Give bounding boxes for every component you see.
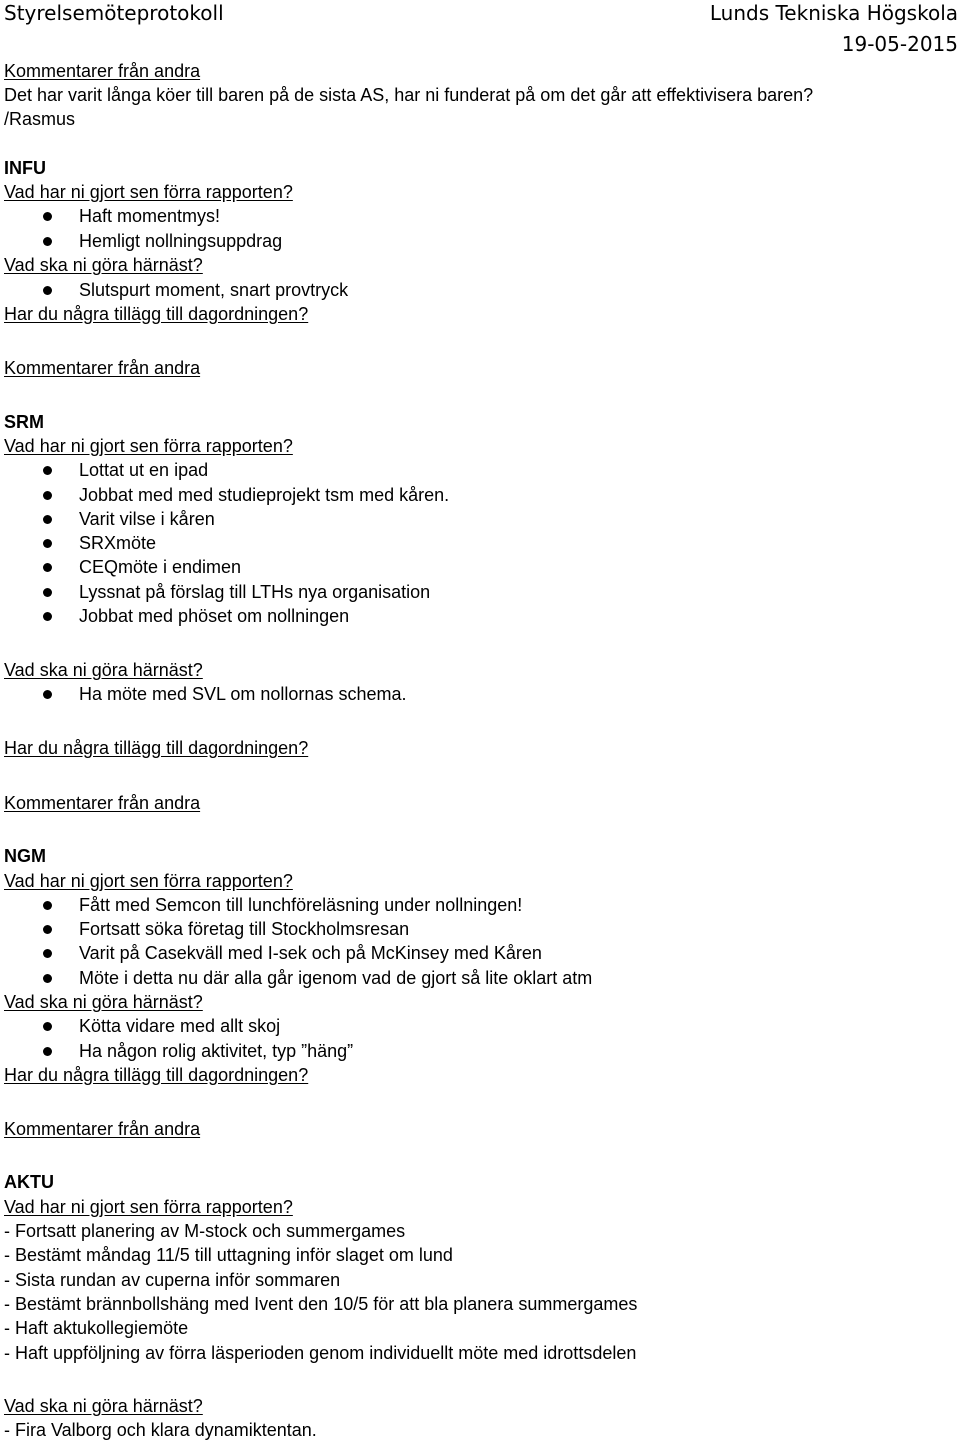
comments-heading: Kommentarer från andra (4, 793, 201, 813)
bullet-icon (43, 1022, 52, 1031)
bullet-icon (43, 588, 52, 597)
bullet-icon (43, 974, 52, 983)
organization-name: Lunds Tekniska Högskola (709, 1, 958, 25)
question-done: Vad har ni gjort sen förra rapporten? (4, 182, 293, 202)
comments-heading: Kommentarer från andra (4, 358, 201, 378)
comment-signature: /Rasmus (4, 109, 76, 129)
comments-heading: Kommentarer från andra (4, 61, 201, 81)
list-item: - Fortsatt planering av M-stock och summergames (4, 1221, 406, 1241)
question-done: Vad har ni gjort sen förra rapporten? (4, 436, 293, 456)
question-agenda: Har du några tillägg till dagordningen? (4, 1065, 309, 1085)
document-title: Styrelsemöteprotokoll (4, 1, 224, 25)
bullet-icon (43, 237, 52, 246)
question-next: Vad ska ni göra härnäst? (4, 992, 203, 1012)
bullet-icon (43, 612, 52, 621)
list-item: - Haft aktukollegiemöte (4, 1318, 189, 1338)
question-done: Vad har ni gjort sen förra rapporten? (4, 1197, 293, 1217)
comments-heading: Kommentarer från andra (4, 1119, 201, 1139)
bullet-icon (43, 539, 52, 548)
question-agenda: Har du några tillägg till dagordningen? (4, 738, 309, 758)
list-item: - Fira Valborg och klara dynamiktentan. (4, 1420, 317, 1440)
bullet-icon (43, 491, 52, 500)
question-next: Vad ska ni göra härnäst? (4, 255, 203, 275)
comment-text: Det har varit långa köer till baren på de sista AS, har ni funderat på om det går att effektivisera baren? (4, 85, 814, 105)
bullet-icon (43, 949, 52, 958)
list-item: - Bestämt brännbollshäng med Ivent den 10/5 för att bla planera summergames (4, 1294, 638, 1314)
list-item: - Sista rundan av cuperna inför sommaren (4, 1270, 341, 1290)
list-item: - Haft uppföljning av förra läsperioden genom individuellt möte med idrottsdelen (4, 1343, 637, 1363)
section-title-aktu: AKTU (4, 1172, 54, 1192)
bullet-icon (43, 515, 52, 524)
bullet-icon (43, 925, 52, 934)
list-item: - Bestämt måndag 11/5 till uttagning inför slaget om lund (4, 1245, 453, 1265)
bullet-icon (43, 212, 52, 221)
meeting-date: 19-05-2015 (841, 32, 958, 56)
section-title-infu: INFU (4, 158, 46, 178)
bullet-icon (43, 563, 52, 572)
section-title-ngm: NGM (4, 846, 46, 866)
question-next: Vad ska ni göra härnäst? (4, 1396, 203, 1416)
question-agenda: Har du några tillägg till dagordningen? (4, 304, 309, 324)
bullet-icon (43, 1047, 52, 1056)
bullet-icon (43, 286, 52, 295)
question-done: Vad har ni gjort sen förra rapporten? (4, 871, 293, 891)
bullet-icon (43, 901, 52, 910)
bullet-icon (43, 690, 52, 699)
question-next: Vad ska ni göra härnäst? (4, 660, 203, 680)
bullet-icon (43, 466, 52, 475)
section-title-srm: SRM (4, 412, 44, 432)
